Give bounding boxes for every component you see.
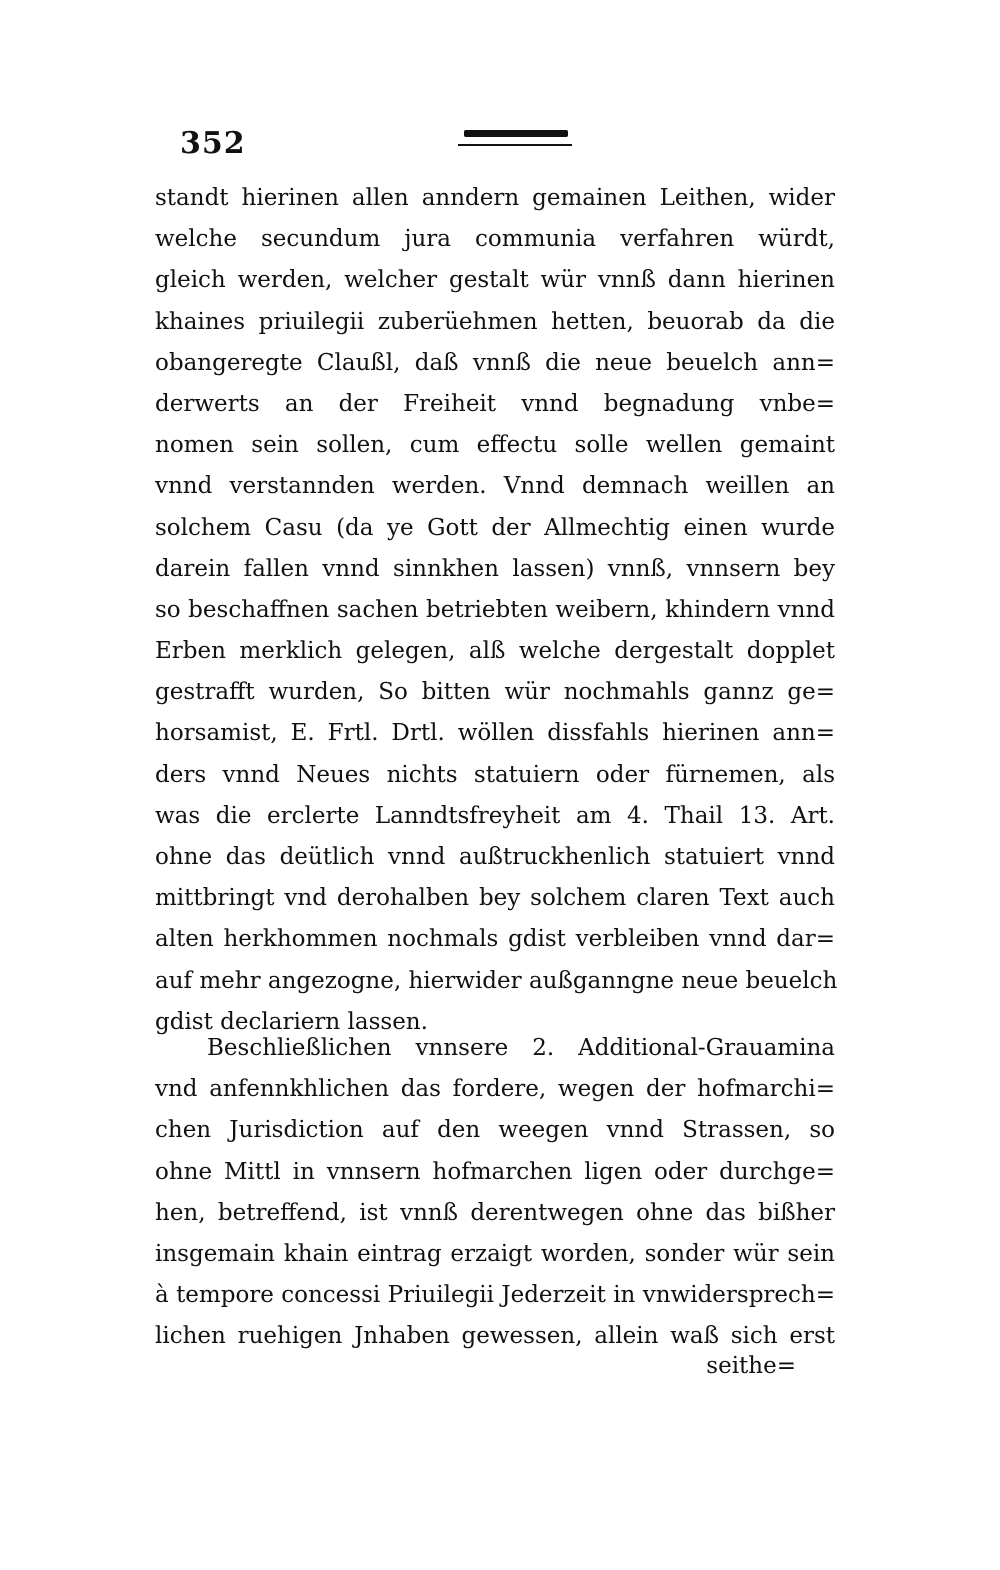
text-line: gdist declariern lassen. (155, 1008, 428, 1035)
text-line: vnd anfennkhlichen das fordere, wegen der hofmarchi= (155, 1076, 835, 1103)
header-ornament-rule (458, 130, 572, 152)
ornament-thick-bar (464, 130, 568, 137)
text-line: gleich werden, welcher gestalt wür vnnß dann hierinen (155, 267, 835, 294)
text-line: vnnd verstannden werden. Vnnd demnach weillen an (155, 473, 835, 500)
paragraph-1 (155, 178, 838, 1043)
text-line: welche secundum jura communia verfahren würdt, (155, 226, 835, 253)
text-line: ohne Mittl in vnnsern hofmarchen ligen oder durchge= (155, 1158, 835, 1185)
text-line: Erben merklich gelegen, alß welche dergestalt dopplet (155, 638, 835, 665)
text-line: insgemain khain eintrag erzaigt worden, sonder wür sein (155, 1240, 835, 1267)
text-line: horsamist, E. Frtl. Drtl. wöllen dissfahls hierinen ann= (155, 720, 835, 747)
text-line: obangeregte Claußl, daß vnnß die neue beuelch ann= (155, 349, 835, 376)
text-line: auf mehr angezogne, hierwider außganngne neue beuelch (155, 967, 838, 994)
text-line: khaines priuilegii zuberüehmen hetten, beuorab da die (155, 308, 835, 335)
text-line: ders vnnd Neues nichts statuiern oder fürnemen, als (155, 761, 835, 788)
text-line: lichen ruehigen Jnhaben gewessen, allein waß sich erst (155, 1323, 835, 1350)
text-line: hen, betreffend, ist vnnß derentwegen ohne das bißher (155, 1199, 835, 1226)
text-line: standt hierinen allen anndern gemainen Leithen, wider (155, 185, 835, 211)
catchword: seithe= (706, 1353, 796, 1379)
text-line: ohne das deütlich vnnd außtruckhenlich statuiert vnnd (155, 844, 835, 870)
page-header (180, 122, 600, 166)
text-line: à tempore concessi Priuilegii Jederzeit in vnwidersprech= (155, 1282, 835, 1309)
text-line: alten herkhommen nochmals gdist verbleiben vnnd dar= (155, 926, 835, 953)
text-line: darein fallen vnnd sinnkhen lassen) vnnß, vnnsern bey (155, 555, 835, 582)
text-line: nomen sein sollen, cum effectu solle wellen gemaint (155, 432, 835, 459)
text-line: so beschaffnen sachen betriebten weibern, khindern vnnd (155, 596, 835, 623)
paragraph-2 (155, 1028, 835, 1358)
text-line: gestrafft wurden, So bitten wür nochmahls gannz ge= (155, 679, 835, 706)
text-line: solchem Casu (da ye Gott der Allmechtig einen wurde (155, 514, 835, 541)
text-line: Beschließlichen vnnsere 2. Additional-Grauamina (207, 1035, 835, 1061)
ornament-thin-bar (458, 144, 572, 146)
text-line: mittbringt vnd derohalben bey solchem claren Text auch (155, 885, 835, 912)
text-line: chen Jurisdiction auf den weegen vnnd Strassen, so (155, 1117, 835, 1144)
text-line: derwerts an der Freiheit vnnd begnadung vnbe= (155, 390, 835, 417)
page-number: 352 (180, 126, 246, 161)
text-line: was die erclerte Lanndtsfreyheit am 4. Thail 13. Art. (155, 802, 835, 829)
